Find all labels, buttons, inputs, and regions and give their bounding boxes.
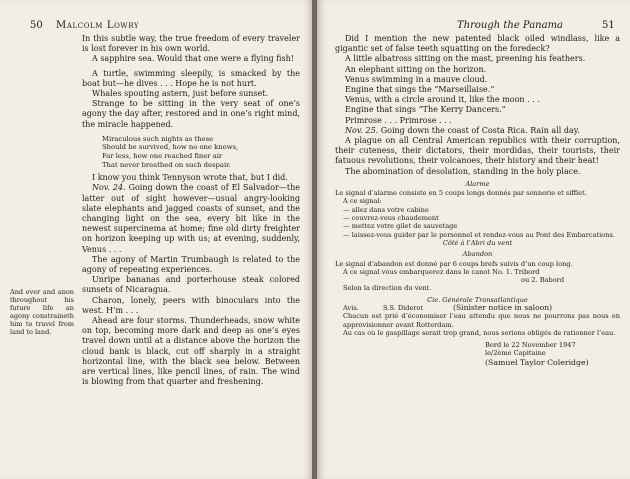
ship-notice [335, 180, 620, 368]
notice-line: ou 2. Babord [521, 276, 565, 285]
marginal-gloss: And ever and anon throughout his future life an agony constraineth him to travel from land to land. [10, 288, 74, 336]
left-page [0, 0, 313, 479]
entry-date: Nov. 25. [345, 125, 379, 135]
poem-line: Far less, how one reached finer air [102, 152, 223, 161]
left-body-text [82, 34, 300, 387]
paragraph: Strange to be sitting in the very seat of one’s agony the day after, restored and in one’s right mind, the miracle happened. [82, 99, 300, 129]
paragraph: Did I mention the new patented black oiled windlass, like a gigantic set of false teeth squatting on the foredeck? [335, 34, 620, 54]
notice-line: Au cas où le gaspillage serait trop grand, nous serions obligés de rationner l’eau. [343, 328, 616, 337]
notice-instruction: — couvrez-vous chaudement [343, 214, 439, 223]
notice-signature-date: Bord le 22 November 1947 [485, 341, 576, 350]
notice-line: Chacun est prié d’économiser l’eau attendu que nous ne pourrons pas nous en approvisionner avant Rotterdam. [343, 312, 620, 329]
paragraph: A little albatross sitting on the mast, preening his feathers. [345, 54, 586, 64]
page-number-right: 51 [602, 20, 615, 31]
paragraph: Unripe bananas and porterhouse steak colored sunsets of Nicaragua. [82, 275, 300, 295]
entry-text: Going down the coast of El Salvador—the latter out of sight however—usual angry-looking slate elephants and jagged coasts of sunset, and the changing light on the sea, every bit like in the newest supercinema at home; fine old dirty freighter on horizon keeping up with us; at evening, suddenly, Venus . . . [82, 183, 300, 254]
paragraph: Charon, lonely, peers with binoculars into the west. H’m . . . [82, 295, 300, 315]
paragraph: The abomination of desolation, standing in the holy place. [345, 166, 581, 176]
paragraph: Engine that sings the “Marseillaise.” [345, 85, 495, 95]
notice-line: Selon la direction du vent. [343, 284, 432, 293]
avis-label: Avis. [343, 304, 359, 312]
notice-attribution: (Samuel Taylor Coleridge) [485, 357, 589, 367]
poem-stanza [102, 135, 300, 169]
notice-instruction: — mettez votre gilet de sauvetage [343, 222, 458, 231]
running-head-title: Through the Panama [457, 20, 564, 31]
ship-name: S.S. Diderot [383, 304, 424, 312]
running-head-author: Malcolm Lowry [56, 20, 140, 31]
paragraph: I know you think Tennyson wrote that, but I did. [92, 173, 288, 183]
company-name: Cie. Générale Transatlantique [427, 295, 528, 304]
notice-line: A ce signal: [343, 197, 382, 206]
diary-entry-nov-24 [82, 183, 300, 254]
paragraph: Venus, with a circle around it, like the moon . . . [345, 95, 540, 105]
poem-line: Should be survived, how no one knows, [102, 143, 239, 152]
paragraph: In this subtle way, the true freedom of every traveler is lost forever in his own world. [82, 34, 300, 54]
entry-date: Nov. 24. [92, 183, 126, 193]
poem-line: Miraculous such nights as these [102, 134, 214, 143]
poem-line: That never breathed on such despair. [102, 160, 231, 169]
notice-line: A ce signal vous embarquerez dans le canot No. 1. Tribord [343, 267, 540, 276]
paragraph: Engine that sings “The Kerry Dancers.” [345, 105, 506, 115]
paragraph: A turtle, swimming sleepily, is smacked by the boat but—he dives . . . Hope he is not hurt. [82, 68, 300, 88]
right-page [317, 0, 630, 479]
entry-text: Going down the coast of Costa Rica. Rain all day. [378, 125, 580, 135]
paragraph: Primrose . . . Primrose . . . [345, 115, 452, 125]
paragraph: An elephant sitting on the horizon. [345, 64, 487, 74]
paragraph: Ahead are four storms. Thunderheads, snow white on top, becoming more dark and deep as one’s eyes travel down until at a distance above the horizon the cloud bank is black, cut off sharply in a straight horizontal line, with the black sea below. Between are vertical lines, like pencil lines, of rain. The wind is blowing from that quarter and freshening. [82, 316, 300, 387]
notice-line: Le signal d’abandon est donné par 6 coups brefs suivis d’un coup long. [335, 259, 573, 268]
notice-instruction: — laissez-vous guider par le personnel et rendez-vous au Pont des Embarcations. [343, 230, 615, 239]
diary-entry-nov-25 [335, 126, 620, 136]
notice-line: Côté à l’Abri du vent [442, 238, 513, 247]
notice-heading-alarme: Alarme [465, 179, 490, 188]
paragraph: Whales spouting astern, just before sunset. [92, 89, 268, 99]
right-body-text [335, 34, 620, 368]
paragraph: The agony of Martin Trumbaugh is related to the agony of repeating experiences. [82, 254, 300, 275]
notice-instruction: — allez dans votre cabine [343, 205, 429, 214]
avis-line [335, 304, 620, 312]
notice-signature-title: le/2ème Capitaine [485, 349, 546, 358]
notice-line: Le signal d’alarme consiste en 5 coups longs donnés par sonnerie et sifflet. [335, 189, 587, 198]
paragraph: Venus swimming in a mauve cloud. [345, 74, 488, 84]
page-number-left: 50 [30, 20, 43, 31]
notice-heading-abandon: Abandon [462, 250, 493, 259]
paragraph: A plague on all Central American republics with their corruption, their cuteness, their dictators, their mordidas, their tourists, their fatuous revolutions, their volcanoes, their history and their heat! [335, 136, 620, 166]
paragraph: A sapphire sea. Would that one were a flying fish! [92, 54, 294, 64]
notice-aside: (Sinister notice in saloon) [453, 303, 553, 312]
